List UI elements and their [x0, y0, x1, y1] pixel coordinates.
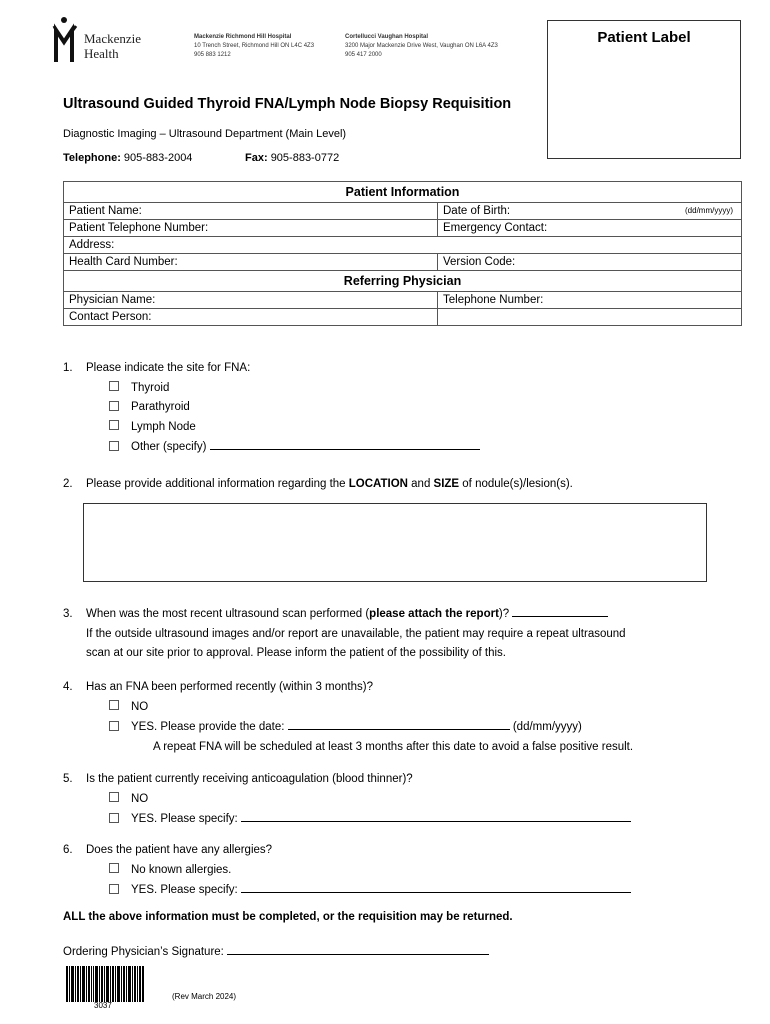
- patient-label-title: Patient Label: [597, 29, 691, 46]
- question-5: 5. Is the patient currently receiving anticoagulation (blood thinner)? NO YES. Please specify:: [63, 770, 631, 830]
- question-4: 4. Has an FNA been performed recently (within 3 months)? NO YES. Please provide the date: (dd/mm/yyyy) A repeat FNA will be scheduled at least 3 months after this date to avoid a false positive result.: [63, 678, 633, 757]
- checkbox-icon[interactable]: [109, 441, 119, 451]
- fax-label: Fax:: [245, 152, 268, 164]
- fax-line: [245, 152, 339, 164]
- q1-option-lymph-node[interactable]: Lymph Node: [63, 418, 480, 438]
- telephone-value: 905-883-2004: [123, 152, 193, 164]
- telephone-label: Telephone:: [63, 152, 121, 164]
- hospital-1-address: [194, 33, 314, 60]
- patient-phone-field[interactable]: Patient Telephone Number:: [64, 220, 438, 237]
- dob-format: (dd/mm/yyyy): [685, 206, 733, 215]
- question-6: 6. Does the patient have any allergies? No known allergies. YES. Please specify:: [63, 841, 631, 901]
- logo-name-line2: Health: [84, 46, 119, 61]
- checkbox-icon[interactable]: [109, 381, 119, 391]
- contact-person-field[interactable]: Contact Person:: [64, 309, 438, 326]
- q2-answer-box[interactable]: [83, 503, 707, 582]
- hospital-1-phone: 905 883 1212: [194, 52, 231, 58]
- form-title: Ultrasound Guided Thyroid FNA/Lymph Node Biopsy Requisition: [63, 96, 512, 112]
- barcode-number: 3037: [94, 1001, 112, 1010]
- checkbox-icon[interactable]: [109, 884, 119, 894]
- q3-line3: scan at our site prior to approval. Please inform the patient of the possibility of this.: [86, 647, 506, 659]
- hospital-2-name: Cortellucci Vaughan Hospital: [345, 34, 429, 40]
- q1-text: Please indicate the site for FNA:: [86, 362, 251, 374]
- hospital-2-address: [345, 33, 498, 60]
- hospital-2-phone: 905 417 2000: [345, 52, 382, 58]
- checkbox-icon[interactable]: [109, 863, 119, 873]
- dob-field[interactable]: [438, 203, 742, 220]
- q1-option-thyroid[interactable]: Thyroid: [63, 379, 480, 399]
- question-3: 3. When was the most recent ultrasound scan performed (please attach the report)? If the outside ultrasound images and/or report are unavailable, the patient may require a repeat ultrasound scan at our site prior to approval. Please inform the patient of the possibility of this.: [63, 604, 626, 664]
- signature-input[interactable]: [227, 942, 489, 955]
- address-field[interactable]: Address:: [64, 237, 742, 254]
- q1-option-other[interactable]: Other (specify): [63, 437, 480, 458]
- logo-name-line1: Mackenzie: [84, 31, 142, 46]
- department: Diagnostic Imaging – Ultrasound Department (Main Level): [63, 128, 347, 140]
- version-code-field[interactable]: Version Code:: [438, 254, 742, 271]
- patient-label-box: [547, 20, 741, 159]
- emergency-contact-field[interactable]: Emergency Contact:: [438, 220, 742, 237]
- q3-date-input[interactable]: [512, 604, 608, 617]
- q4-option-no[interactable]: NO: [63, 698, 633, 718]
- checkbox-icon[interactable]: [109, 813, 119, 823]
- q5-option-yes[interactable]: YES. Please specify:: [63, 809, 631, 830]
- checkbox-icon[interactable]: [109, 401, 119, 411]
- checkbox-icon[interactable]: [109, 700, 119, 710]
- q5-option-no[interactable]: NO: [63, 790, 631, 810]
- hospital-2-street: 3200 Major Mackenzie Drive West, Vaughan ON L6A 4Z3: [345, 43, 498, 49]
- q6-specify-input[interactable]: [241, 880, 631, 893]
- patient-info-header: Patient Information: [64, 182, 742, 203]
- q1-number: 1.: [63, 362, 73, 374]
- question-1: [63, 359, 480, 458]
- mackenzie-health-logo: [52, 16, 152, 64]
- hospital-1-street: 10 Trench Street, Richmond Hill ON L4C 4Z3: [194, 43, 315, 49]
- q6-option-yes[interactable]: YES. Please specify:: [63, 880, 631, 901]
- q1-other-input[interactable]: [210, 437, 480, 450]
- q4-date-input[interactable]: [288, 717, 510, 730]
- completion-warning: ALL the above information must be completed, or the requisition may be returned.: [63, 911, 513, 923]
- health-card-field[interactable]: Health Card Number:: [64, 254, 438, 271]
- patient-name-field[interactable]: Patient Name:: [64, 203, 438, 220]
- physician-name-field[interactable]: Physician Name:: [64, 292, 438, 309]
- dob-label: Date of Birth:: [443, 205, 511, 217]
- revision-date: (Rev March 2024): [172, 992, 237, 1001]
- signature-line: [63, 942, 489, 963]
- q3-line2: If the outside ultrasound images and/or report are unavailable, the patient may require a repeat ultrasound: [86, 627, 626, 640]
- patient-info-table: [63, 181, 742, 326]
- question-2: 2. Please provide additional information regarding the LOCATION and SIZE of nodule(s)/lesion(s).: [63, 478, 573, 490]
- referring-physician-header: Referring Physician: [64, 271, 742, 292]
- physician-telephone-field[interactable]: Telephone Number:: [438, 292, 742, 309]
- logo-figure-icon: [52, 16, 82, 66]
- q4-note: A repeat FNA will be scheduled at least 3 months after this date to avoid a false positive result.: [153, 740, 634, 753]
- checkbox-icon[interactable]: [109, 721, 119, 731]
- checkbox-icon[interactable]: [109, 792, 119, 802]
- telephone-line: [63, 152, 192, 164]
- q6-option-no[interactable]: No known allergies.: [63, 861, 631, 881]
- contact-person-blank[interactable]: [438, 309, 742, 326]
- q5-specify-input[interactable]: [241, 809, 631, 822]
- signature-label: Ordering Physician’s Signature:: [63, 946, 224, 958]
- checkbox-icon[interactable]: [109, 420, 119, 430]
- fax-value: 905-883-0772: [270, 152, 340, 164]
- barcode-icon: [66, 966, 144, 1002]
- hospital-1-name: Mackenzie Richmond Hill Hospital: [194, 34, 292, 40]
- q4-option-yes[interactable]: YES. Please provide the date: (dd/mm/yyyy): [63, 717, 633, 738]
- q1-option-parathyroid[interactable]: Parathyroid: [63, 398, 480, 418]
